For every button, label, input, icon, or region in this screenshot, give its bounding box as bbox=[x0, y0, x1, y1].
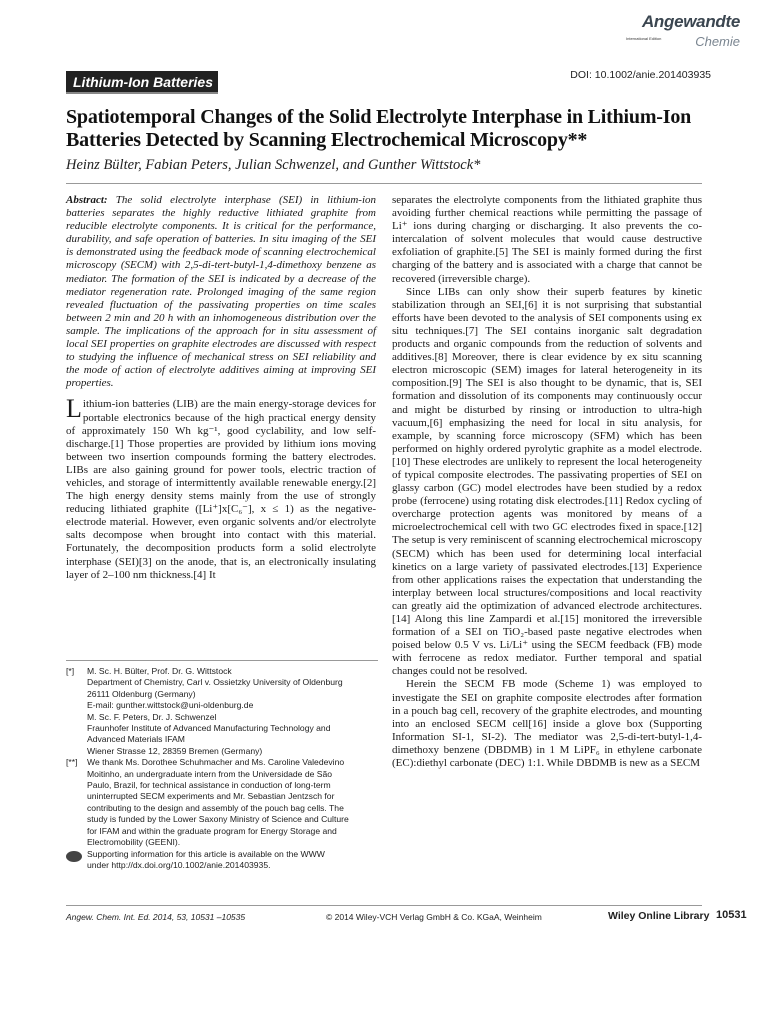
footnote-line: Wiener Strasse 12, 28359 Bremen (Germany) bbox=[87, 745, 263, 756]
abstract-text: The solid electrolyte interphase (SEI) in lithium-ion batteries separates the highly reductive lithiated graphite from reducible electrolyte components. It is critical for the performance, durability, and safe operation of batteries. In situ imaging of the SEI is demonstrated using the feedback mode of scanning electrochemical microscopy (SECM) with 2,5-di-tert-butyl-1,4-dimethoxy benzene as mediator. The formation of the SEI is indicated by a decrease of the mediator regeneration rate. Prolonged imaging of the same region revealed fluctuation of the passivating properties on time scales between 2 min and 20 h with an inhomogeneous distribution over the sample. The implications of the approach for in situ assessment of local SEI properties on graphite electrodes are discussed with respect to studying the influence of mechanical stress on SEI reliability and the mode of action of electrolyte additives aiming at improving SEI properties. bbox=[66, 194, 377, 390]
footnote-line: Supporting information for this article is available on the WWW bbox=[87, 848, 325, 859]
left-column bbox=[66, 194, 376, 582]
footer-citation: Angew. Chem. Int. Ed. 2014, 53, 10531 –10535 bbox=[66, 912, 246, 922]
footnote-line: M. Sc. H. Bülter, Prof. Dr. G. Wittstock bbox=[87, 666, 232, 676]
abstract bbox=[66, 194, 376, 390]
footnote-line: Advanced Materials IFAM bbox=[87, 734, 185, 745]
header-divider bbox=[66, 183, 702, 184]
footer-library[interactable]: Wiley Online Library bbox=[608, 910, 710, 922]
body-paragraph: separates the electrolyte components from the lithiated graphite thus avoiding further chemical reactions while permitting the passage of Li⁺ ions during charging or discharging. It also prevents the co-intercalation of solvent molecules that would cause destructive exfoliation of graphite.[5] The SEI is mainly formed during the first charging of the battery and is associated with a charge that cannot be recovered (irreversible charge). bbox=[392, 194, 702, 285]
footnote-mark bbox=[66, 712, 87, 758]
footnote-affiliation-2 bbox=[66, 712, 378, 758]
footnote-line: study is funded by the Lower Saxony Ministry of Science and Culture bbox=[87, 814, 349, 825]
body-paragraph: Since LIBs can only show their superb features by kinetic stabilization through an SEI,[6] it is not surprising that substantial efforts have been devoted to the analysis of SEI components using ex situ techniques.[7] The SEI contains inorganic salt degradation products and organic compounds from the reduction of solvents and additives.[8] Moreover, there is clear evidence by ex situ scanning electron microscopic (SEM) images for lateral heterogeneity in its composition.[9] The SEI is also thought to be dynamic, that is, SEI formation and dissolution of its components may continuously occur and might be disturbed by rinsing or introduction to ultra-high vacuum,[6] emphasizing the need for local in situ analysis, for example, by scanning force microscopy (SFM) which has been performed on highly ordered pyrolytic graphite as a model electrode.[10] These electrodes are unlikely to represent the local heterogeneity of typical composite electrodes. The passivating properties of SEI on glassy carbon (GC) model electrodes have been studied by a redox probe (ferrocene) using rotating disk electrodes.[11] Redox cycling of overcharge protection agents was monitored by means of a microelectrochemical cell with two GC electrodes fixed in space.[12] The setup is very reminiscent of scanning electrochemical microscopy (SECM) which has been used for determining local interfacial kinetics on a large variety of passivated electrodes.[13] Experience from other applications raises the expectation that understanding the interplay between local structures/compositions and local reactivity can greatly aid the optimization of advanced electrode architectures.[14] Along this line Zampardi et al.[15] monitored the irreversible formation of a SEI on TiO₂-based paste negative electrodes when poised below 0.5 V vs. Li/Li⁺ using the SECM feedback (FB) mode with ferrocene as redox mediator. Further temporal and spatial changes could not be resolved. bbox=[392, 285, 702, 678]
footnote-divider bbox=[66, 660, 378, 661]
right-column bbox=[392, 194, 702, 770]
footnotes bbox=[66, 666, 378, 871]
intro-text: ithium-ion batteries (LIB) are the main energy-storage devices for portable electronics because of the high practical energy density of approximately 150 Wh kg⁻¹, good cyclability, and low self-discharge.[1] Those properties are provided by lithium ions moving between two insertion compounds forming the battery electrodes. LIBs are also gaining ground for power tools, electric traction of vehicles, and storage of intermittently available renewable energy.[2] The high energy density stems mainly from the use of strongly reducing lithiated graphite ([Li⁺]x[C₆⁻], x ≤ 1) as the negative-electrode material. However, even organic solvents and/or electrolyte salts decompose when brought into contact with this material. Fortunately, the decomposition products form a solid electrolyte interphase (SEI)[3] on the anode, that is, an electronically insulating layer of 2–100 nm thickness.[4] It bbox=[66, 398, 376, 581]
footnote-line: Moitinho, an undergraduate intern from the Universidade de São bbox=[87, 768, 333, 779]
footnote-line: Electromobility (GEENI). bbox=[87, 837, 181, 848]
doi-label[interactable]: DOI: 10.1002/anie.201403935 bbox=[570, 69, 711, 81]
footnote-acknowledgments bbox=[66, 757, 378, 848]
footnote-mark: [**] bbox=[66, 757, 78, 768]
footnote-supporting-info bbox=[66, 849, 378, 872]
page-number: 10531 bbox=[716, 909, 747, 921]
footer-copyright: © 2014 Wiley-VCH Verlag GmbH & Co. KGaA, Weinheim bbox=[326, 912, 542, 922]
footnote-line: uninterrupted SECM experiments and Mr. Sebastian Jentzsch for bbox=[87, 791, 335, 802]
footnote-mark: [*] bbox=[66, 666, 75, 676]
footnote-line: 26111 Oldenburg (Germany) bbox=[87, 688, 196, 699]
body-paragraph: Herein the SECM FB mode (Scheme 1) was employed to investigate the SEI on graphite composite electrodes after formation in a pouch bag cell, recovery of the graphite electrodes, and mounting into an enclosed SECM cell[16] inside a glove box (Supporting Information SI-1, SI-2). The mediator was 2,5-di-tert-butyl-1,4-dimethoxy benzene (DBDMB) in 1 M LiPF₆ in ethylene carbonate (EC):diethyl carbonate (DEC) 1:1. While DBDMB is new as a SECM bbox=[392, 678, 702, 770]
footnote-line: Fraunhofer Institute of Advanced Manufacturing Technology and bbox=[87, 723, 331, 734]
article-title: Spatiotemporal Changes of the Solid Electrolyte Interphase in Lithium-Ion Batteries Detected by Scanning Electrochemical Microscopy** bbox=[66, 106, 692, 151]
journal-logo bbox=[620, 12, 740, 50]
intro-paragraph bbox=[66, 394, 376, 581]
journal-name: Angewandte bbox=[641, 12, 740, 31]
journal-name-second: Chemie bbox=[695, 34, 740, 49]
footnote-line: Paulo, Brazil, for technical assistance in conduction of long-term bbox=[87, 780, 331, 791]
footnote-line: contributing to the design and assembly of the pouch bag cells. The bbox=[87, 802, 344, 813]
footnote-line: for IFAM and within the graduate program for Energy Storage and bbox=[87, 825, 337, 836]
footer-divider bbox=[66, 905, 702, 906]
journal-edition: International Edition bbox=[626, 36, 662, 41]
abstract-label: Abstract: bbox=[66, 194, 108, 206]
footnote-line: We thank Ms. Dorothee Schuhmacher and Ms. Caroline Valedevino bbox=[87, 757, 345, 768]
supporting-info-link[interactable]: under http://dx.doi.org/10.1002/anie.201403935. bbox=[87, 859, 271, 870]
footnote-affiliation-1 bbox=[66, 666, 378, 712]
supporting-info-icon bbox=[66, 849, 87, 872]
drop-cap: L bbox=[66, 394, 82, 424]
section-tag: Lithium-Ion Batteries bbox=[66, 71, 218, 94]
author-list: Heinz Bülter, Fabian Peters, Julian Schwenzel, and Gunther Wittstock* bbox=[66, 157, 481, 173]
footnote-line: M. Sc. F. Peters, Dr. J. Schwenzel bbox=[87, 711, 217, 722]
footnote-email[interactable]: E-mail: gunther.wittstock@uni-oldenburg.de bbox=[87, 700, 254, 711]
footnote-line: Department of Chemistry, Carl v. Ossietzky University of Oldenburg bbox=[87, 677, 343, 688]
